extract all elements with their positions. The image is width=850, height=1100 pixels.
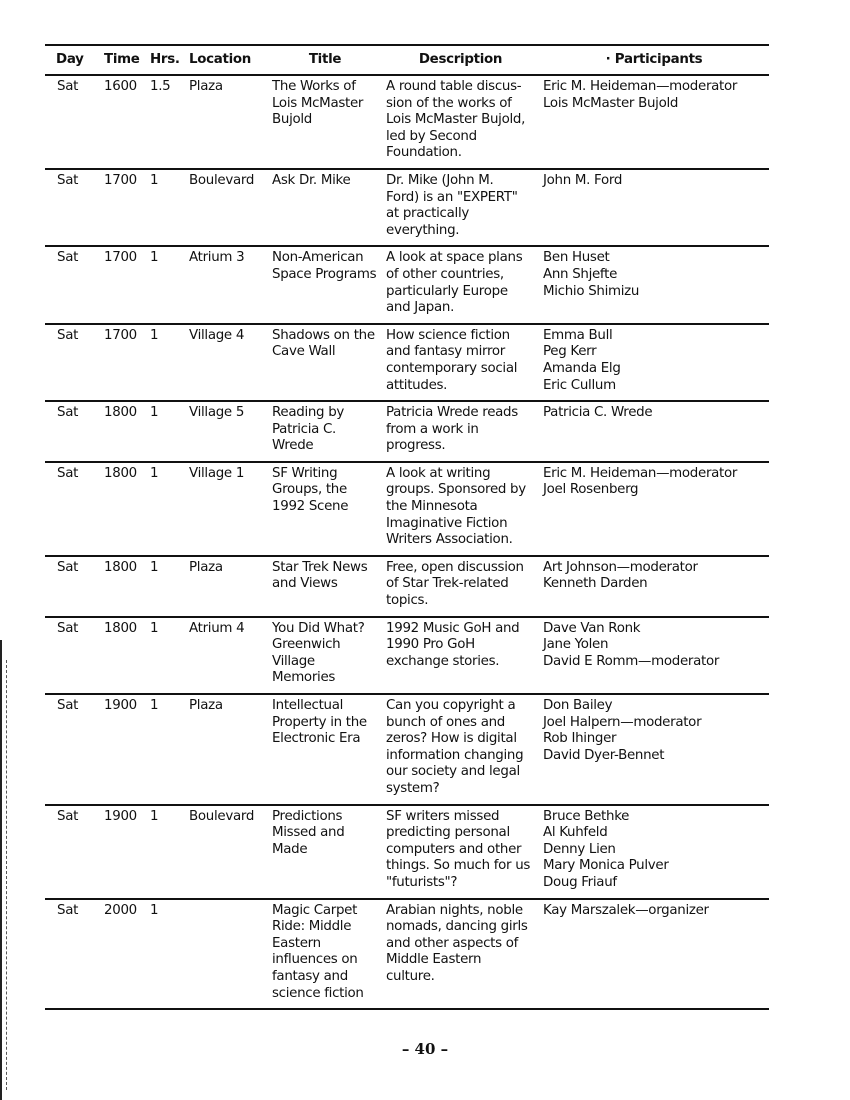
cell-hrs: 1 bbox=[146, 617, 185, 694]
cell-location: Plaza bbox=[185, 75, 268, 169]
description-line: 1990 Pro GoH bbox=[386, 637, 475, 653]
cell-description bbox=[382, 805, 539, 899]
description-line: 1992 Music GoH and bbox=[386, 620, 520, 636]
description-line: attitudes. bbox=[386, 377, 448, 393]
title-line: Shadows on the bbox=[272, 327, 375, 343]
description-line: and Japan. bbox=[386, 300, 455, 316]
description-line: Ford) is an "EXPERT" bbox=[386, 189, 518, 205]
header-participants: · Participants bbox=[539, 45, 769, 75]
cell-description bbox=[382, 75, 539, 169]
title-line: science fiction bbox=[272, 985, 364, 1001]
title-line: SF Writing bbox=[272, 465, 338, 481]
title-line: Property in the bbox=[272, 714, 367, 730]
cell-description bbox=[382, 899, 539, 1010]
description-line: contemporary social bbox=[386, 360, 518, 376]
description-line: zeros? How is digital bbox=[386, 731, 517, 747]
cell-hrs: 1 bbox=[146, 324, 185, 401]
header-hrs: Hrs. bbox=[146, 45, 185, 75]
description-line: topics. bbox=[386, 593, 429, 609]
description-line: Middle Eastern bbox=[386, 952, 482, 968]
cell-description bbox=[382, 617, 539, 694]
cell-participants bbox=[539, 556, 769, 617]
cell-location: Village 1 bbox=[185, 462, 268, 556]
table-row bbox=[45, 169, 769, 246]
table-row bbox=[45, 462, 769, 556]
participant-name: Kenneth Darden bbox=[543, 576, 648, 592]
cell-participants bbox=[539, 694, 769, 805]
table-row bbox=[45, 324, 769, 401]
cell-location: Village 5 bbox=[185, 401, 268, 462]
cell-time: 1700 bbox=[92, 246, 146, 323]
cell-day: Sat bbox=[45, 805, 92, 899]
cell-description bbox=[382, 556, 539, 617]
cell-time: 1800 bbox=[92, 401, 146, 462]
title-line: Bujold bbox=[272, 112, 313, 128]
cell-hrs: 1 bbox=[146, 694, 185, 805]
title-line: Space Programs bbox=[272, 266, 377, 282]
title-line: Groups, the bbox=[272, 482, 347, 498]
cell-participants bbox=[539, 169, 769, 246]
participant-name: Al Kuhfeld bbox=[543, 825, 608, 841]
cell-day: Sat bbox=[45, 75, 92, 169]
participant-name: Mary Monica Pulver bbox=[543, 858, 669, 874]
description-line: Free, open discussion bbox=[386, 559, 524, 575]
title-line: Patricia C. bbox=[272, 421, 337, 437]
table-body bbox=[45, 75, 769, 1009]
title-line: Electronic Era bbox=[272, 731, 361, 747]
description-line: exchange stories. bbox=[386, 653, 500, 669]
description-line: at practically bbox=[386, 206, 469, 222]
cell-participants bbox=[539, 899, 769, 1010]
participant-name: Eric M. Heideman—moderator bbox=[543, 465, 738, 481]
cell-location: Plaza bbox=[185, 694, 268, 805]
cell-time: 1800 bbox=[92, 556, 146, 617]
description-line: culture. bbox=[386, 968, 435, 984]
table-row bbox=[45, 556, 769, 617]
title-line: Star Trek News bbox=[272, 559, 368, 575]
table-row bbox=[45, 694, 769, 805]
cell-time: 2000 bbox=[92, 899, 146, 1010]
description-line: everything. bbox=[386, 222, 460, 238]
scan-edge-mark bbox=[0, 640, 3, 1100]
cell-title bbox=[268, 246, 382, 323]
cell-description bbox=[382, 401, 539, 462]
cell-participants bbox=[539, 401, 769, 462]
table-row bbox=[45, 75, 769, 169]
description-line: and fantasy mirror bbox=[386, 344, 506, 360]
participant-name: Eric Cullum bbox=[543, 377, 616, 393]
participant-name: Eric M. Heideman—moderator bbox=[543, 79, 738, 94]
cell-title bbox=[268, 462, 382, 556]
description-line: system? bbox=[386, 780, 440, 796]
title-line: Intellectual bbox=[272, 698, 344, 713]
participant-name: David E Romm—moderator bbox=[543, 653, 720, 669]
description-line: from a work in bbox=[386, 421, 479, 437]
cell-day: Sat bbox=[45, 324, 92, 401]
description-line: of Star Trek-related bbox=[386, 576, 509, 592]
cell-participants bbox=[539, 617, 769, 694]
cell-participants bbox=[539, 462, 769, 556]
cell-description bbox=[382, 246, 539, 323]
title-line: Magic Carpet bbox=[272, 902, 358, 918]
title-line: Eastern bbox=[272, 935, 321, 951]
title-line: Greenwich bbox=[272, 637, 341, 653]
table-row bbox=[45, 401, 769, 462]
cell-location: Atrium 4 bbox=[185, 617, 268, 694]
cell-time: 1800 bbox=[92, 617, 146, 694]
description-line: groups. Sponsored by bbox=[386, 482, 526, 498]
cell-day: Sat bbox=[45, 462, 92, 556]
participant-name: Ben Huset bbox=[543, 250, 610, 266]
cell-time: 1700 bbox=[92, 169, 146, 246]
participant-name: Ann Shjefte bbox=[543, 266, 618, 282]
cell-description bbox=[382, 169, 539, 246]
title-line: Reading by bbox=[272, 405, 345, 421]
cell-time: 1600 bbox=[92, 75, 146, 169]
participant-name: Emma Bull bbox=[543, 327, 613, 343]
participant-name: David Dyer-Bennet bbox=[543, 747, 665, 763]
header-time: Time bbox=[92, 45, 146, 75]
cell-hrs: 1.5 bbox=[146, 75, 185, 169]
cell-title bbox=[268, 324, 382, 401]
participant-name: Rob Ihinger bbox=[543, 731, 617, 747]
cell-day: Sat bbox=[45, 617, 92, 694]
header-day: Day bbox=[45, 45, 92, 75]
description-line: our society and legal bbox=[386, 764, 520, 780]
schedule-table bbox=[45, 44, 769, 1010]
description-line: Writers Association. bbox=[386, 532, 513, 548]
cell-location: Atrium 3 bbox=[185, 246, 268, 323]
cell-description bbox=[382, 462, 539, 556]
description-line: How science fiction bbox=[386, 327, 510, 343]
participant-name: Patricia C. Wrede bbox=[543, 405, 653, 421]
table-row bbox=[45, 899, 769, 1010]
description-line: Arabian nights, noble bbox=[386, 902, 523, 918]
title-line: Non-American bbox=[272, 250, 364, 266]
cell-hrs: 1 bbox=[146, 401, 185, 462]
cell-location bbox=[185, 899, 268, 1010]
cell-description bbox=[382, 694, 539, 805]
description-line: things. So much for us bbox=[386, 858, 531, 874]
table-row bbox=[45, 246, 769, 323]
description-line: "futurists"? bbox=[386, 874, 458, 890]
cell-day: Sat bbox=[45, 694, 92, 805]
description-line: Patricia Wrede reads bbox=[386, 405, 518, 421]
title-line: Lois McMaster bbox=[272, 95, 364, 111]
table-row bbox=[45, 805, 769, 899]
description-line: nomads, dancing girls bbox=[386, 919, 528, 935]
cell-participants bbox=[539, 246, 769, 323]
description-line: sion of the works of bbox=[386, 95, 512, 111]
cell-hrs: 1 bbox=[146, 556, 185, 617]
cell-day: Sat bbox=[45, 401, 92, 462]
description-line: A round table discus- bbox=[386, 79, 522, 94]
description-line: progress. bbox=[386, 438, 446, 454]
cell-location: Boulevard bbox=[185, 169, 268, 246]
description-line: computers and other bbox=[386, 841, 522, 857]
participant-name: Peg Kerr bbox=[543, 344, 597, 360]
cell-time: 1700 bbox=[92, 324, 146, 401]
title-line: influences on bbox=[272, 952, 358, 968]
title-line: You Did What? bbox=[272, 620, 365, 636]
scan-edge-mark-dashed bbox=[6, 660, 7, 1090]
cell-time: 1900 bbox=[92, 694, 146, 805]
title-line: Memories bbox=[272, 670, 336, 686]
participant-name: Kay Marszalek—organizer bbox=[543, 902, 709, 918]
participant-name: Joel Rosenberg bbox=[543, 482, 639, 498]
participant-name: Art Johnson—moderator bbox=[543, 559, 698, 575]
description-line: A look at space plans bbox=[386, 250, 523, 266]
title-line: Ride: Middle bbox=[272, 919, 352, 935]
participant-name: Lois McMaster Bujold bbox=[543, 95, 679, 111]
header-location: Location bbox=[185, 45, 268, 75]
cell-hrs: 1 bbox=[146, 462, 185, 556]
cell-hrs: 1 bbox=[146, 805, 185, 899]
cell-hrs: 1 bbox=[146, 169, 185, 246]
cell-time: 1900 bbox=[92, 805, 146, 899]
table-row bbox=[45, 617, 769, 694]
title-line: The Works of bbox=[272, 79, 356, 94]
table-header-row bbox=[45, 45, 769, 75]
cell-title bbox=[268, 75, 382, 169]
header-description: Description bbox=[382, 45, 539, 75]
title-line: Village bbox=[272, 653, 315, 669]
title-line: Predictions bbox=[272, 808, 343, 824]
participant-name: Jane Yolen bbox=[543, 637, 609, 653]
cell-title bbox=[268, 169, 382, 246]
cell-location: Boulevard bbox=[185, 805, 268, 899]
header-title: Title bbox=[268, 45, 382, 75]
title-line: 1992 Scene bbox=[272, 499, 349, 515]
cell-day: Sat bbox=[45, 556, 92, 617]
title-line: Made bbox=[272, 841, 308, 857]
title-line: Missed and bbox=[272, 825, 345, 841]
cell-location: Village 4 bbox=[185, 324, 268, 401]
cell-day: Sat bbox=[45, 899, 92, 1010]
participant-name: Amanda Elg bbox=[543, 360, 621, 376]
description-line: bunch of ones and bbox=[386, 714, 505, 730]
cell-participants bbox=[539, 324, 769, 401]
participant-name: Michio Shimizu bbox=[543, 283, 640, 299]
description-line: particularly Europe bbox=[386, 283, 508, 299]
participant-name: Dave Van Ronk bbox=[543, 620, 641, 636]
title-line: Cave Wall bbox=[272, 344, 336, 360]
participant-name: Joel Halpern—moderator bbox=[543, 714, 702, 730]
cell-day: Sat bbox=[45, 246, 92, 323]
title-line: Wrede bbox=[272, 438, 314, 454]
participant-name: Doug Friauf bbox=[543, 874, 617, 890]
cell-time: 1800 bbox=[92, 462, 146, 556]
cell-participants bbox=[539, 805, 769, 899]
participant-name: John M. Ford bbox=[543, 172, 623, 188]
description-line: Can you copyright a bbox=[386, 698, 516, 713]
title-line: Ask Dr. Mike bbox=[272, 172, 351, 188]
description-line: Imaginative Fiction bbox=[386, 515, 508, 531]
cell-participants bbox=[539, 75, 769, 169]
cell-description bbox=[382, 324, 539, 401]
cell-title bbox=[268, 401, 382, 462]
description-line: Dr. Mike (John M. bbox=[386, 172, 494, 188]
cell-title bbox=[268, 805, 382, 899]
description-line: predicting personal bbox=[386, 825, 510, 841]
description-line: A look at writing bbox=[386, 465, 491, 481]
participant-name: Denny Lien bbox=[543, 841, 616, 857]
cell-title bbox=[268, 694, 382, 805]
description-line: the Minnesota bbox=[386, 499, 478, 515]
participant-name: Don Bailey bbox=[543, 698, 613, 713]
title-line: and Views bbox=[272, 576, 338, 592]
description-line: information changing bbox=[386, 747, 524, 763]
description-line: SF writers missed bbox=[386, 808, 500, 824]
description-line: and other aspects of bbox=[386, 935, 519, 951]
cell-location: Plaza bbox=[185, 556, 268, 617]
cell-title bbox=[268, 556, 382, 617]
cell-day: Sat bbox=[45, 169, 92, 246]
title-line: fantasy and bbox=[272, 968, 348, 984]
description-line: Lois McMaster Bujold, bbox=[386, 112, 526, 128]
cell-title bbox=[268, 617, 382, 694]
description-line: led by Second bbox=[386, 128, 477, 144]
cell-title bbox=[268, 899, 382, 1010]
description-line: of other countries, bbox=[386, 266, 504, 282]
cell-hrs: 1 bbox=[146, 899, 185, 1010]
page-number: – 40 – bbox=[401, 1040, 449, 1058]
participant-name: Bruce Bethke bbox=[543, 808, 630, 824]
cell-hrs: 1 bbox=[146, 246, 185, 323]
description-line: Foundation. bbox=[386, 145, 462, 161]
